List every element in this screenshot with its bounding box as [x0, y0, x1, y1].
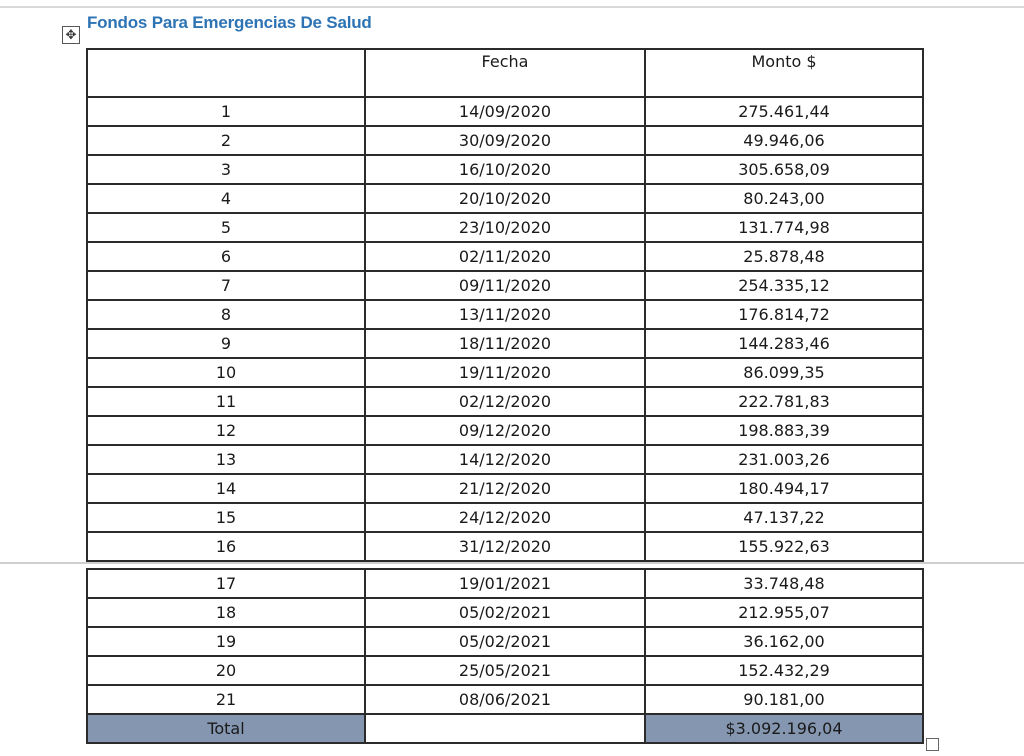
- cell-number[interactable]: 18: [87, 598, 365, 627]
- table-row: [87, 656, 923, 685]
- cell-fecha[interactable]: 09/12/2020: [365, 416, 645, 445]
- cell-fecha[interactable]: 30/09/2020: [365, 126, 645, 155]
- header-monto[interactable]: Monto $: [645, 49, 923, 97]
- cell-fecha[interactable]: 05/02/2021: [365, 598, 645, 627]
- table-row: [87, 242, 923, 271]
- table-row: [87, 416, 923, 445]
- cell-monto[interactable]: 33.748,48: [645, 569, 923, 598]
- cell-monto[interactable]: 212.955,07: [645, 598, 923, 627]
- cell-monto[interactable]: 180.494,17: [645, 474, 923, 503]
- cell-fecha[interactable]: 02/11/2020: [365, 242, 645, 271]
- table-row: [87, 387, 923, 416]
- page-top-border: [0, 6, 1024, 8]
- cell-monto[interactable]: 254.335,12: [645, 271, 923, 300]
- table-row: [87, 627, 923, 656]
- cell-number[interactable]: 19: [87, 627, 365, 656]
- cell-fecha[interactable]: 14/12/2020: [365, 445, 645, 474]
- cell-number[interactable]: 17: [87, 569, 365, 598]
- cell-number[interactable]: 5: [87, 213, 365, 242]
- cell-fecha[interactable]: 31/12/2020: [365, 532, 645, 561]
- cell-number[interactable]: 1: [87, 97, 365, 126]
- cell-fecha[interactable]: 13/11/2020: [365, 300, 645, 329]
- table-row: [87, 503, 923, 532]
- cell-monto[interactable]: 131.774,98: [645, 213, 923, 242]
- cell-number[interactable]: 21: [87, 685, 365, 714]
- cell-monto[interactable]: 90.181,00: [645, 685, 923, 714]
- cell-monto[interactable]: 275.461,44: [645, 97, 923, 126]
- table-row: [87, 685, 923, 714]
- cell-monto[interactable]: 152.432,29: [645, 656, 923, 685]
- cell-number[interactable]: 6: [87, 242, 365, 271]
- table-header-row: [87, 49, 923, 97]
- cell-number[interactable]: 8: [87, 300, 365, 329]
- cell-fecha[interactable]: 23/10/2020: [365, 213, 645, 242]
- cell-fecha[interactable]: 24/12/2020: [365, 503, 645, 532]
- total-row: [87, 714, 923, 743]
- cell-fecha[interactable]: 16/10/2020: [365, 155, 645, 184]
- cell-fecha[interactable]: 02/12/2020: [365, 387, 645, 416]
- table-row: [87, 97, 923, 126]
- table-row: [87, 569, 923, 598]
- cell-fecha[interactable]: 19/11/2020: [365, 358, 645, 387]
- cell-monto[interactable]: 222.781,83: [645, 387, 923, 416]
- cell-fecha[interactable]: 25/05/2021: [365, 656, 645, 685]
- cell-number[interactable]: 16: [87, 532, 365, 561]
- table-row: [87, 155, 923, 184]
- funds-table-page-2: [86, 568, 924, 744]
- cell-fecha[interactable]: 20/10/2020: [365, 184, 645, 213]
- cell-fecha[interactable]: 21/12/2020: [365, 474, 645, 503]
- cell-monto[interactable]: 231.003,26: [645, 445, 923, 474]
- table-row: [87, 184, 923, 213]
- resize-square-icon[interactable]: [926, 738, 939, 751]
- cell-number[interactable]: 11: [87, 387, 365, 416]
- header-fecha[interactable]: Fecha: [365, 49, 645, 97]
- cell-number[interactable]: 20: [87, 656, 365, 685]
- cell-number[interactable]: 9: [87, 329, 365, 358]
- cell-number[interactable]: 13: [87, 445, 365, 474]
- table-row: [87, 126, 923, 155]
- table-row: [87, 271, 923, 300]
- cell-number[interactable]: 14: [87, 474, 365, 503]
- cell-fecha[interactable]: 14/09/2020: [365, 97, 645, 126]
- cell-fecha[interactable]: 08/06/2021: [365, 685, 645, 714]
- table-row: [87, 598, 923, 627]
- cell-monto[interactable]: 155.922,63: [645, 532, 923, 561]
- document-title: Fondos Para Emergencias De Salud: [87, 13, 372, 32]
- cell-number[interactable]: 3: [87, 155, 365, 184]
- funds-table-page-1: [86, 48, 924, 562]
- cell-number[interactable]: 15: [87, 503, 365, 532]
- cell-number[interactable]: 2: [87, 126, 365, 155]
- cell-monto[interactable]: 36.162,00: [645, 627, 923, 656]
- cell-fecha[interactable]: 19/01/2021: [365, 569, 645, 598]
- table-row: [87, 213, 923, 242]
- table-row: [87, 445, 923, 474]
- cell-monto[interactable]: 198.883,39: [645, 416, 923, 445]
- cell-number[interactable]: 7: [87, 271, 365, 300]
- cell-monto[interactable]: 47.137,22: [645, 503, 923, 532]
- cell-number[interactable]: 12: [87, 416, 365, 445]
- total-monto[interactable]: $3.092.196,04: [645, 714, 923, 743]
- move-arrows-icon[interactable]: ✥: [62, 26, 80, 44]
- cell-monto[interactable]: 86.099,35: [645, 358, 923, 387]
- cell-fecha[interactable]: 05/02/2021: [365, 627, 645, 656]
- table-row: [87, 300, 923, 329]
- cell-monto[interactable]: 49.946,06: [645, 126, 923, 155]
- table-row: [87, 358, 923, 387]
- cell-monto[interactable]: 144.283,46: [645, 329, 923, 358]
- cell-monto[interactable]: 305.658,09: [645, 155, 923, 184]
- total-label[interactable]: Total: [87, 714, 365, 743]
- cell-number[interactable]: 10: [87, 358, 365, 387]
- cell-monto[interactable]: 80.243,00: [645, 184, 923, 213]
- cell-number[interactable]: 4: [87, 184, 365, 213]
- table-row: [87, 532, 923, 561]
- page-break-divider: [0, 562, 1024, 564]
- table-row: [87, 474, 923, 503]
- header-number[interactable]: [87, 49, 365, 97]
- cell-fecha[interactable]: 18/11/2020: [365, 329, 645, 358]
- cell-fecha[interactable]: 09/11/2020: [365, 271, 645, 300]
- cell-monto[interactable]: 176.814,72: [645, 300, 923, 329]
- table-row: [87, 329, 923, 358]
- cell-monto[interactable]: 25.878,48: [645, 242, 923, 271]
- total-fecha[interactable]: [365, 714, 645, 743]
